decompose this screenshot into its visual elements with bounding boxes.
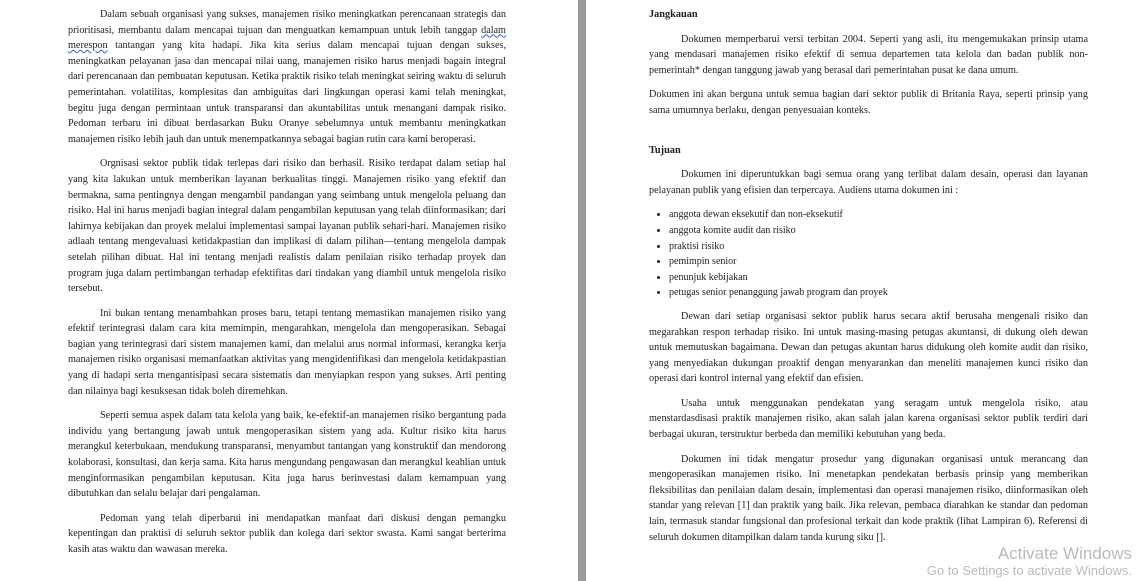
paragraph-3: Ini bukan tentang menambahkan proses baru, tetapi tentang memastikan manajemen risiko yang efektif terintegrasi dalam cara kita memimpin, mengarahkan, mengelola dan mengoperasikan. Sebagai bagian yang terintegrasi dari sistem manajemen kami, dan melalui arus normal informasi, kerangka kerja manajemen risiko organisasi memanfaatkan aktivitas yang mengidentifikasi dan mengelola ketidakpastian yang di hadapi serta mengantisipasi secara sistematis dan menyiapkan respon yang sukses. Arti penting dan nilainya bagi kesuksesan tidak boleh diremehkan. [68, 307, 506, 397]
spelling-error-mark[interactable]: dalam merespon [68, 24, 506, 52]
document-page-right [586, 0, 1138, 581]
audience-list-item: • praktisi risiko [669, 239, 1088, 255]
page-gap [578, 0, 586, 581]
paragraph-1-text-b: tantangan yang kita hadapi. Jika kita serius dalam mencapai tujuan dengan sukses, meningkatkan pelayanan jasa dan mencapai nilai uang, manajemen risiko harus menjadi bagain integral dari perencanaan dan pembuatan keputusan. Ketika praktik risiko telah meningkat seiring waktu di seluruh pemerintahan. volatilitas, komplesitas dan ambiguitas dari lingkungan operasi kami telah meningkat, begitu juga dengan permintaan untuk transparansi dan akuntabilitas untuk menangani dampak risiko. Pedoman terbaru ini dibuat berdasarkan Buku Oranye sebelumnya untuk membantu meningkatkan manajemen risiko lebih jauh dan untuk menempatkannya sebagai bagian rutin cara kami beroperasi. [68, 40, 506, 145]
tujuan-paragraph-1: Dokumen ini diperuntukkan bagi semua orang yang terlibat dalam desain, operasi dan layanan pelayanan publik yang efisien dan terpercaya. Audiens utama dokumen ini : [649, 169, 1088, 196]
audience-list-item: • anggota komite audit dan risiko [669, 223, 1088, 239]
paragraph-2: Orgnisasi sektor publik tidak terlepas dari risiko dan berhasil. Risiko terdapat dalam setiap hal yang kita lakukan untuk memberikan layanan berkualitas tinggi. Manajemen risiko yang efektif dan bermakna, sama pentingnya dengan mengambil pandangan yang seimbang untuk mengelola peluang dan risiko. Hal ini harus menjadi bagian integral dalam pengambilan keputusan yang telah diinformasikan; dari lahirnya kebijakan dan proyek melalui implementasi sampai layanan publik sehari-hari. Manajemen risiko adlaah tentang mengevaluasi ketidakpastian dan implikasi di dalam pilihan—tentang mengelola dampak setelah pilihan dibuat. Hal ini tentang menjadi realistis dalam penilaian risiko terhadap proyek dan program juga dalam pertimbangan terhadap efektifitas dari tindakan yang diambil untuk mengelola risiko tersebut. [68, 158, 506, 295]
audience-list-item: • penunjuk kebijakan [669, 270, 1088, 286]
paragraph-1-text-a: Dalam sebuah organisasi yang sukses, manajemen risiko meningkatkan perencanaan strategis dan prioritisasi, membantu dalam mencapai tujuan dan menguatkan kemampuan untuk lebih tanggap [68, 9, 506, 36]
paragraph-5: Pedoman yang telah diperbarui ini mendapatkan manfaat dari diskusi dengan pemangku kepentingan dan praktisi di seluruh sektor publik dan kolega dari sektor swasta. Kami sangat berterima kasih atas waktu dan wawasan mereka. [68, 512, 506, 555]
tujuan-paragraph-3: Usaha untuk menggunakan pendekatan yang seragam untuk mengelola risiko, atau menstardasdisasi praktik manajemen risiko, akan salah jalan karena organisasi sektor publik terdiri dari berbagai ukuran, terstruktur berbeda dan memiliki kebutuhan yang beda. [649, 397, 1088, 441]
jangkauan-paragraph-2: Dokumen ini akan berguna untuk semua bagian dari sektor publik di Britania Raya, seperti prinsip yang sama umumnya berlaku, dengan penyesuaian konteks. [649, 89, 1088, 116]
paragraph-1 [68, 7, 506, 147]
heading-tujuan: Tujuan [649, 144, 681, 156]
paragraph-4: Seperti semua aspek dalam tata kelola yang baik, ke-efektif-an manajemen risiko bergantung pada individu yang bertangung jawab untuk mengoperasikan sistem yang ada. Kultur risiko kita harus merangkul keterbukaan, mendukung transparansi, menyambut tantangan yang konstruktif dan mendorong kolaborasi, konsultasi, dan kerja sama. Kita harus mengundang pengawasan dan merangkul keahlian untuk menginformasikan pengambilan keputusan. Kita juga harus berinvestasi dalam kemampuan yang dibutuhkan dan selalu belajar dari pengalaman. [68, 410, 506, 500]
watermark-subtitle: Go to Settings to activate Windows. [926, 563, 1132, 578]
heading-jangkauan: Jangkauan [649, 9, 698, 20]
tujuan-paragraph-4: Dokumen ini tidak mengatur prosedur yang digunakan organisasi untuk merancang dan mengoperasikan manajemen risiko. Ini menetapkan pendekatan berbasis prinsip yang memberikan fleksibilitas dan penilaian dalam desain, implementasi dan operasi manajemen risiko, diinformasikan oleh standar yang relevan [1] dan praktik yang baik. Jika relevan, pembaca diarahkan ke standar dan pedoman lain, termasuk standar fungsional dan profesional terkait dan kode praktik (lihat Lampiran 6). Referensi di seluruh dokumen ditampilkan dalam tanda kurung siku []. [649, 453, 1088, 543]
audience-list-item: • petugas senior penanggung jawab program dan proyek [669, 285, 1088, 301]
tujuan-paragraph-2: Dewan dari setiap organisasi sektor publik harus secara aktif berusaha mengenali risiko dan megarahkan respon terhadap risiko. Ini untuk masing-masing petugas akuntansi, di dukung oleh dewan untuk memutuskan bagaimana. Dewan dan petugas akuntan harus didukung oleh komite audit dan risiko, yang menyediakan dukungan proaktif dengan menyarankan dan meneliti manajemen kunci risiko dan operasi dari kontrol internal yang efektif dan efisien. [649, 310, 1088, 385]
activate-windows-watermark [927, 545, 1132, 579]
audience-list-item: • pemimpin senior [669, 254, 1088, 270]
audience-list-item: • anggota dewan eksekutif dan non-eksekutif [669, 207, 1088, 223]
watermark-title: Activate Windows [997, 544, 1132, 563]
jangkauan-paragraph-1: Dokumen memperbarui versi terbitan 2004. Seperti yang asli, itu mengemukakan prinsip utama yang mendasari manajemen risiko efektif di semua departemen tata kelola dan badan publik non-pemerintah* dengan tanggung jawab yang berasal dari pemerintahan pusat ke dana umum. [649, 33, 1088, 76]
audience-list [649, 207, 1088, 301]
